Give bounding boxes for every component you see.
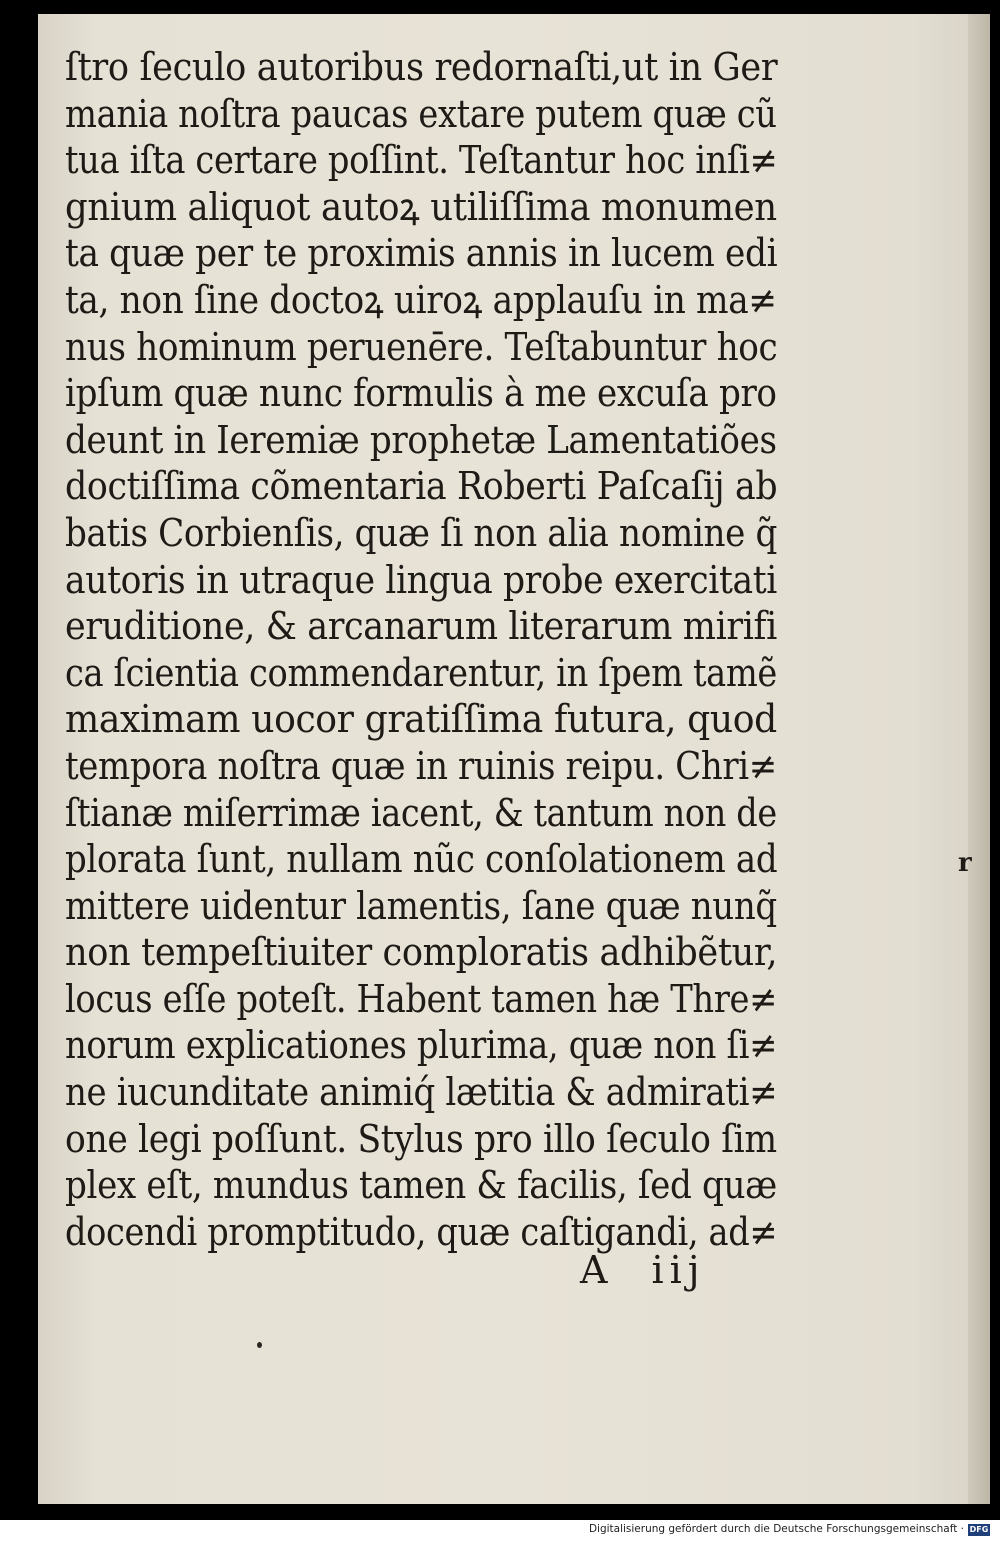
text-line: plex eſt, mundus tamen & facilis, ſed quæ (65, 1163, 777, 1208)
text-line: maximam uocor gratiſſima futura, quod (65, 697, 777, 742)
text-line: ne iucunditate animiq́ lætitia & admirati≠ (65, 1070, 778, 1115)
text-line: locus eſſe poteſt. Habent tamen hæ Thre≠ (65, 976, 778, 1021)
text-line: tempora noſtra quæ in ruinis reipu. Chri≠ (65, 743, 777, 788)
signature-letter: A (580, 1248, 614, 1292)
text-line: one legi poſſunt. Stylus pro illo ſeculo ſim (65, 1116, 777, 1161)
text-line: non tempeſtiuiter comploratis adhibẽtur, (65, 930, 778, 975)
text-line: nus hominum peruenēre. Teſtabuntur hoc (65, 324, 778, 369)
page-edge (968, 14, 990, 1504)
ink-speck (257, 1342, 262, 1348)
signature-mark (580, 1248, 706, 1292)
text-line: ta, non ſine doctoꝝ uiroꝝ applauſu in ma≠ (65, 277, 777, 322)
text-line: norum explicationes plurima, quæ non ſi≠ (65, 1023, 778, 1068)
text-line: ca ſcientia commendarentur, in ſpem tamẽ (65, 650, 777, 695)
text-line: gnium aliquot autoꝝ utiliſſima monumen (65, 184, 777, 229)
text-line: ta quæ per te proximis annis in lucem edi (65, 231, 778, 276)
dfg-logo: DFG (969, 1525, 989, 1534)
text-line: plorata ſunt, nullam nũc conſolationem ad (65, 837, 778, 882)
text-line: tua iſta certare poſſint. Teſtantur hoc inſi≠ (65, 138, 778, 183)
text-line: mittere uidentur lamentis, ſane quæ nunq̃ (65, 883, 777, 928)
text-line: autoris in utraque lingua probe exercitati (65, 557, 777, 602)
text-line: ſtianæ miſerrimæ iacent, & tantum non de (65, 790, 777, 835)
digitization-credit: Digitalisierung gefördert durch die Deutsche Forschungsgemeinschaft · (588, 1523, 964, 1535)
text-line: ipſum quæ nunc formulis à me excuſa pro (65, 371, 777, 416)
text-line: eruditione, & arcanarum literarum mirifi (65, 604, 777, 649)
text-line: batis Corbienſis, quæ ſi non alia nomine q̃ (65, 510, 778, 555)
text-line: doctiſſima cõmentaria Roberti Paſcaſij ab (65, 464, 778, 509)
text-line: mania noſtra paucas extare putem quæ cũ (65, 91, 777, 136)
text-line: docendi promptitudo, quæ caſtigandi, ad≠ (65, 1209, 778, 1254)
body-text (65, 44, 805, 1255)
signature-number: iij (651, 1248, 706, 1292)
margin-mark: r (958, 848, 972, 878)
text-line: deunt in Ieremiæ prophetæ Lamentatiões (65, 417, 777, 462)
text-line: ſtro ſeculo autoribus redornaſti,ut in Ger (65, 45, 778, 89)
